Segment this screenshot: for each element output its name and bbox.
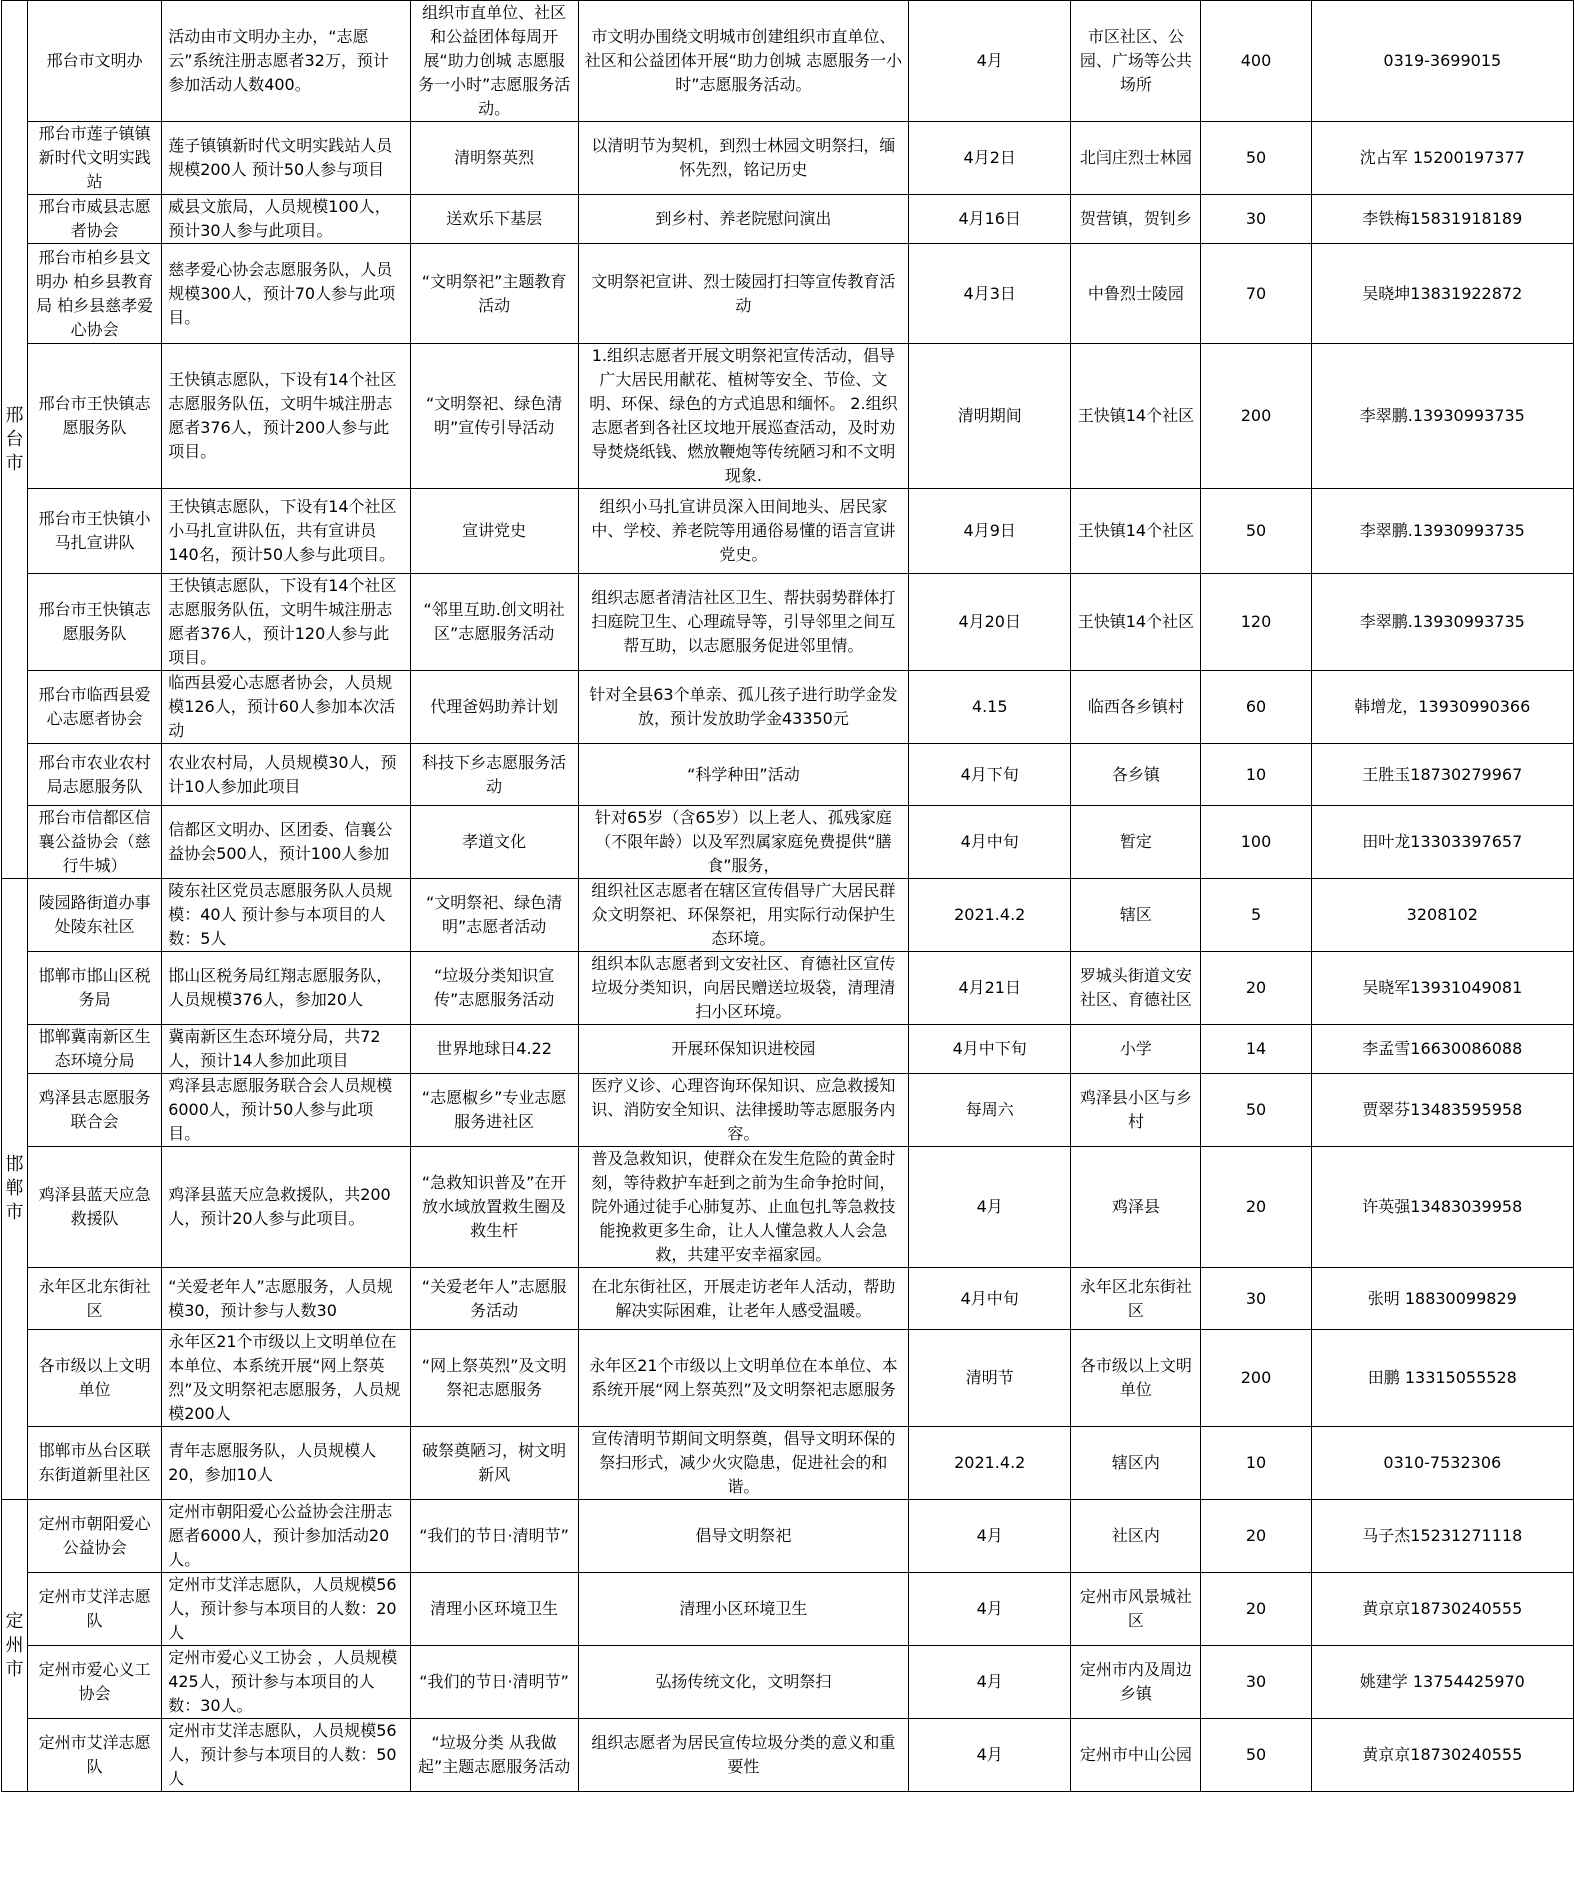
count-cell: 10 — [1201, 744, 1311, 806]
contact-cell: 李翠鹏.13930993735 — [1311, 574, 1573, 671]
team-cell: 定州市艾洋志愿队，人员规模56人，预计参与本项目的人数：20人 — [162, 1573, 410, 1646]
count-cell: 120 — [1201, 574, 1311, 671]
contact-cell: 沈占军 15200197377 — [1311, 122, 1573, 195]
contact-cell: 黄京京18730240555 — [1311, 1573, 1573, 1646]
count-cell: 20 — [1201, 1500, 1311, 1573]
org-cell: 邯郸市邯山区税务局 — [28, 952, 162, 1025]
time-cell: 4月 — [909, 1500, 1071, 1573]
org-cell: 邯郸市丛台区联东街道新里社区 — [28, 1427, 162, 1500]
place-cell: 临西各乡镇村 — [1071, 671, 1201, 744]
count-cell: 5 — [1201, 879, 1311, 952]
org-cell: 邢台市王快镇志愿服务队 — [28, 574, 162, 671]
team-cell: 永年区21个市级以上文明单位在本单位、本系统开展“网上祭英烈”及文明祭祀志愿服务，人员规模200人 — [162, 1330, 410, 1427]
place-cell: 王快镇14个社区 — [1071, 574, 1201, 671]
org-cell: 邢台市莲子镇镇新时代文明实践站 — [28, 122, 162, 195]
count-cell: 20 — [1201, 1573, 1311, 1646]
place-cell: 王快镇14个社区 — [1071, 344, 1201, 489]
count-cell: 30 — [1201, 195, 1311, 244]
contact-cell: 韩增龙，13930990366 — [1311, 671, 1573, 744]
region-name: 邯郸市 — [5, 1154, 24, 1223]
table-row — [2, 879, 1574, 952]
content-cell: 组织小马扎宣讲员深入田间地头、居民家中、学校、养老院等用通俗易懂的语言宣讲党史。 — [578, 489, 908, 574]
org-cell: 邢台市王快镇小马扎宣讲队 — [28, 489, 162, 574]
place-cell: 市区社区、公园、广场等公共场所 — [1071, 1, 1201, 122]
team-cell: 临西县爱心志愿者协会，人员规模126人，预计60人参加本次活动 — [162, 671, 410, 744]
team-cell: 定州市艾洋志愿队，人员规模56人，预计参与本项目的人数：50人 — [162, 1719, 410, 1792]
project-cell: “网上祭英烈”及文明祭祀志愿服务 — [410, 1330, 578, 1427]
project-cell: “文明祭祀”主题教育活动 — [410, 244, 578, 344]
region-cell — [2, 1, 28, 879]
content-cell: 针对65岁（含65岁）以上老人、孤残家庭（不限年龄）以及军烈属家庭免费提供“膳食”服务， — [578, 806, 908, 879]
org-cell: 定州市艾洋志愿队 — [28, 1719, 162, 1792]
org-cell: 定州市朝阳爱心公益协会 — [28, 1500, 162, 1573]
table-row — [2, 1646, 1574, 1719]
team-cell: 邯山区税务局红翔志愿服务队，人员规模376人，参加20人 — [162, 952, 410, 1025]
content-cell: 1.组织志愿者开展文明祭祀宣传活动，倡导广大居民用献花、植树等安全、节俭、文明、环保、绿色的方式追思和缅怀。 2.组织志愿者到各社区坟地开展巡查活动，及时劝导焚烧纸钱、燃放鞭炮等传统陋习和不文明现象. — [578, 344, 908, 489]
volunteer-activity-table — [1, 0, 1574, 1792]
team-cell: 王快镇志愿队，下设有14个社区志愿服务队伍，文明牛城注册志愿者376人，预计120人参与此项目。 — [162, 574, 410, 671]
place-cell: 定州市风景城社区 — [1071, 1573, 1201, 1646]
contact-cell: 王胜玉18730279967 — [1311, 744, 1573, 806]
project-cell: 送欢乐下基层 — [410, 195, 578, 244]
time-cell: 清明期间 — [909, 344, 1071, 489]
content-cell: 到乡村、养老院慰问演出 — [578, 195, 908, 244]
team-cell: “关爱老年人”志愿服务，人员规模30，预计参与人数30 — [162, 1268, 410, 1330]
count-cell: 400 — [1201, 1, 1311, 122]
org-cell: 邢台市农业农村局志愿服务队 — [28, 744, 162, 806]
time-cell: 4月中旬 — [909, 806, 1071, 879]
contact-cell: 姚建学 13754425970 — [1311, 1646, 1573, 1719]
org-cell: 邢台市文明办 — [28, 1, 162, 122]
place-cell: 中鲁烈士陵园 — [1071, 244, 1201, 344]
contact-cell: 张明 18830099829 — [1311, 1268, 1573, 1330]
time-cell: 4月20日 — [909, 574, 1071, 671]
time-cell: 4月 — [909, 1719, 1071, 1792]
contact-cell: 李孟雪16630086088 — [1311, 1025, 1573, 1074]
place-cell: 罗城头街道文安社区、育德社区 — [1071, 952, 1201, 1025]
org-cell: 邢台市柏乡县文明办 柏乡县教育局 柏乡县慈孝爱心协会 — [28, 244, 162, 344]
place-cell: 各乡镇 — [1071, 744, 1201, 806]
project-cell: “垃圾分类知识宣传”志愿服务活动 — [410, 952, 578, 1025]
contact-cell: 贾翠芬13483595958 — [1311, 1074, 1573, 1147]
count-cell: 50 — [1201, 1719, 1311, 1792]
org-cell: 陵园路街道办事处陵东社区 — [28, 879, 162, 952]
contact-cell: 李翠鹏.13930993735 — [1311, 344, 1573, 489]
time-cell: 4.15 — [909, 671, 1071, 744]
table-row — [2, 489, 1574, 574]
count-cell: 200 — [1201, 344, 1311, 489]
count-cell: 100 — [1201, 806, 1311, 879]
team-cell: 定州市朝阳爱心公益协会注册志愿者6000人，预计参加活动20人。 — [162, 1500, 410, 1573]
org-cell: 鸡泽县蓝天应急救援队 — [28, 1147, 162, 1268]
content-cell: 组织本队志愿者到文安社区、育德社区宣传垃圾分类知识，向居民赠送垃圾袋，清理清扫小区环境。 — [578, 952, 908, 1025]
project-cell: “志愿椒乡”专业志愿服务进社区 — [410, 1074, 578, 1147]
org-cell: 鸡泽县志愿服务联合会 — [28, 1074, 162, 1147]
table-row — [2, 1, 1574, 122]
time-cell: 4月21日 — [909, 952, 1071, 1025]
time-cell: 4月 — [909, 1646, 1071, 1719]
contact-cell: 李翠鹏.13930993735 — [1311, 489, 1573, 574]
contact-cell: 0319-3699015 — [1311, 1, 1573, 122]
place-cell: 贺营镇，贺钊乡 — [1071, 195, 1201, 244]
count-cell: 70 — [1201, 244, 1311, 344]
table-row — [2, 1147, 1574, 1268]
project-cell: 世界地球日4.22 — [410, 1025, 578, 1074]
content-cell: 倡导文明祭祀 — [578, 1500, 908, 1573]
count-cell: 30 — [1201, 1646, 1311, 1719]
contact-cell: 许英强13483039958 — [1311, 1147, 1573, 1268]
contact-cell: 黄京京18730240555 — [1311, 1719, 1573, 1792]
count-cell: 30 — [1201, 1268, 1311, 1330]
time-cell: 2021.4.2 — [909, 879, 1071, 952]
project-cell: 代理爸妈助养计划 — [410, 671, 578, 744]
content-cell: 针对全县63个单亲、孤儿孩子进行助学金发放，预计发放助学金43350元 — [578, 671, 908, 744]
time-cell: 清明节 — [909, 1330, 1071, 1427]
count-cell: 50 — [1201, 489, 1311, 574]
table-row — [2, 952, 1574, 1025]
project-cell: “文明祭祀、绿色清明”宣传引导活动 — [410, 344, 578, 489]
contact-cell: 马子杰15231271118 — [1311, 1500, 1573, 1573]
content-cell: 市文明办围绕文明城市创建组织市直单位、社区和公益团体开展“助力创城 志愿服务一小时”志愿服务活动。 — [578, 1, 908, 122]
time-cell: 4月 — [909, 1, 1071, 122]
table-row — [2, 1500, 1574, 1573]
content-cell: “科学种田”活动 — [578, 744, 908, 806]
time-cell: 4月16日 — [909, 195, 1071, 244]
org-cell: 各市级以上文明单位 — [28, 1330, 162, 1427]
content-cell: 组织志愿者为居民宣传垃圾分类的意义和重要性 — [578, 1719, 908, 1792]
team-cell: 冀南新区生态环境分局，共72人，预计14人参加此项目 — [162, 1025, 410, 1074]
content-cell: 普及急救知识，使群众在发生危险的黄金时刻，等待救护车赶到之前为生命争抢时间，院外通过徒手心肺复苏、止血包扎等急救技能挽救更多生命，让人人懂急救人人会急救，共建平安幸福家园。 — [578, 1147, 908, 1268]
team-cell: 王快镇志愿队，下设有14个社区志愿服务队伍，文明牛城注册志愿者376人，预计200人参与此项目。 — [162, 344, 410, 489]
contact-cell: 吴晓军13931049081 — [1311, 952, 1573, 1025]
place-cell: 永年区北东街社区 — [1071, 1268, 1201, 1330]
table-body — [2, 1, 1574, 1792]
contact-cell: 田叶龙13303397657 — [1311, 806, 1573, 879]
table-row — [2, 1330, 1574, 1427]
content-cell: 在北东街社区，开展走访老年人活动，帮助解决实际困难，让老年人感受温暖。 — [578, 1268, 908, 1330]
project-cell: 科技下乡志愿服务活动 — [410, 744, 578, 806]
place-cell: 王快镇14个社区 — [1071, 489, 1201, 574]
project-cell: “邻里互助.创文明社区”志愿服务活动 — [410, 574, 578, 671]
time-cell: 4月 — [909, 1573, 1071, 1646]
org-cell: 邯郸冀南新区生态环境分局 — [28, 1025, 162, 1074]
org-cell: 邢台市信都区信襄公益协会（慈行牛城） — [28, 806, 162, 879]
count-cell: 60 — [1201, 671, 1311, 744]
project-cell: 清明祭英烈 — [410, 122, 578, 195]
count-cell: 20 — [1201, 1147, 1311, 1268]
time-cell: 4月9日 — [909, 489, 1071, 574]
contact-cell: 3208102 — [1311, 879, 1573, 952]
project-cell: “我们的节日·清明节” — [410, 1500, 578, 1573]
count-cell: 200 — [1201, 1330, 1311, 1427]
count-cell: 10 — [1201, 1427, 1311, 1500]
time-cell: 4月下旬 — [909, 744, 1071, 806]
contact-cell: 0310-7532306 — [1311, 1427, 1573, 1500]
team-cell: 莲子镇镇新时代文明实践站人员规模200人 预计50人参与项目 — [162, 122, 410, 195]
time-cell: 4月3日 — [909, 244, 1071, 344]
team-cell: 鸡泽县志愿服务联合会人员规模6000人，预计50人参与此项目。 — [162, 1074, 410, 1147]
team-cell: 鸡泽县蓝天应急救援队，共200人，预计20人参与此项目。 — [162, 1147, 410, 1268]
time-cell: 2021.4.2 — [909, 1427, 1071, 1500]
table-row — [2, 344, 1574, 489]
project-cell: 孝道文化 — [410, 806, 578, 879]
contact-cell: 吴晓坤13831922872 — [1311, 244, 1573, 344]
org-cell: 邢台市王快镇志愿服务队 — [28, 344, 162, 489]
place-cell: 各市级以上文明单位 — [1071, 1330, 1201, 1427]
project-cell: “文明祭祀、绿色清明”志愿者活动 — [410, 879, 578, 952]
content-cell: 永年区21个市级以上文明单位在本单位、本系统开展“网上祭英烈”及文明祭祀志愿服务 — [578, 1330, 908, 1427]
content-cell: 组织社区志愿者在辖区宣传倡导广大居民群众文明祭祀、环保祭祀，用实际行动保护生态环境。 — [578, 879, 908, 952]
project-cell: “关爱老年人”志愿服务活动 — [410, 1268, 578, 1330]
team-cell: 慈孝爱心协会志愿服务队，人员规模300人，预计70人参与此项目。 — [162, 244, 410, 344]
table-row — [2, 122, 1574, 195]
team-cell: 青年志愿服务队，人员规模人20，参加10人 — [162, 1427, 410, 1500]
table-row — [2, 574, 1574, 671]
time-cell: 4月 — [909, 1147, 1071, 1268]
project-cell: “垃圾分类 从我做起”主题志愿服务活动 — [410, 1719, 578, 1792]
table-row — [2, 1573, 1574, 1646]
org-cell: 定州市爱心义工协会 — [28, 1646, 162, 1719]
org-cell: 邢台市威县志愿者协会 — [28, 195, 162, 244]
team-cell: 活动由市文明办主办，“志愿云”系统注册志愿者32万，预计参加活动人数400。 — [162, 1, 410, 122]
time-cell: 4月2日 — [909, 122, 1071, 195]
table-row — [2, 671, 1574, 744]
place-cell: 暂定 — [1071, 806, 1201, 879]
content-cell: 弘扬传统文化，文明祭扫 — [578, 1646, 908, 1719]
project-cell: 破祭奠陋习，树文明新风 — [410, 1427, 578, 1500]
contact-cell: 田鹏 13315055528 — [1311, 1330, 1573, 1427]
content-cell: 开展环保知识进校园 — [578, 1025, 908, 1074]
content-cell: 组织志愿者清洁社区卫生、帮扶弱势群体打扫庭院卫生、心理疏导等，引导邻里之间互帮互助，以志愿服务促进邻里情。 — [578, 574, 908, 671]
count-cell: 50 — [1201, 1074, 1311, 1147]
table-row — [2, 1074, 1574, 1147]
table-row — [2, 195, 1574, 244]
count-cell: 14 — [1201, 1025, 1311, 1074]
place-cell: 鸡泽县 — [1071, 1147, 1201, 1268]
place-cell: 北闫庄烈士林园 — [1071, 122, 1201, 195]
place-cell: 辖区 — [1071, 879, 1201, 952]
team-cell: 定州市爱心义工协会 ，人员规模425人，预计参与本项目的人数：30人。 — [162, 1646, 410, 1719]
team-cell: 陵东社区党员志愿服务队人员规模：40人 预计参与本项目的人数：5人 — [162, 879, 410, 952]
org-cell: 邢台市临西县爱心志愿者协会 — [28, 671, 162, 744]
time-cell: 4月中旬 — [909, 1268, 1071, 1330]
team-cell: 威县文旅局，人员规模100人，预计30人参与此项目。 — [162, 195, 410, 244]
content-cell: 医疗义诊、心理咨询环保知识、应急救援知识、消防安全知识、法律援助等志愿服务内容。 — [578, 1074, 908, 1147]
project-cell: 宣讲党史 — [410, 489, 578, 574]
content-cell: 宣传清明节期间文明祭奠，倡导文明环保的祭扫形式，减少火灾隐患，促进社会的和谐。 — [578, 1427, 908, 1500]
region-name: 定州市 — [5, 1610, 24, 1680]
place-cell: 小学 — [1071, 1025, 1201, 1074]
place-cell: 鸡泽县小区与乡村 — [1071, 1074, 1201, 1147]
content-cell: 文明祭祀宣讲、烈士陵园打扫等宣传教育活动 — [578, 244, 908, 344]
table-row — [2, 806, 1574, 879]
team-cell: 王快镇志愿队，下设有14个社区小马扎宣讲队伍，共有宣讲员140名，预计50人参与此项目。 — [162, 489, 410, 574]
place-cell: 定州市中山公园 — [1071, 1719, 1201, 1792]
region-name: 邢台市 — [5, 404, 24, 474]
contact-cell: 李铁梅15831918189 — [1311, 195, 1573, 244]
table-row — [2, 744, 1574, 806]
content-cell: 清理小区环境卫生 — [578, 1573, 908, 1646]
table-row — [2, 1719, 1574, 1792]
content-cell: 以清明节为契机，到烈士林园文明祭扫，缅怀先烈，铭记历史 — [578, 122, 908, 195]
project-cell: 清理小区环境卫生 — [410, 1573, 578, 1646]
place-cell: 定州市内及周边乡镇 — [1071, 1646, 1201, 1719]
table-row — [2, 1427, 1574, 1500]
table-row — [2, 244, 1574, 344]
time-cell: 每周六 — [909, 1074, 1071, 1147]
org-cell: 永年区北东街社区 — [28, 1268, 162, 1330]
table-row — [2, 1025, 1574, 1074]
region-cell — [2, 879, 28, 1500]
count-cell: 50 — [1201, 122, 1311, 195]
region-cell — [2, 1500, 28, 1792]
team-cell: 农业农村局，人员规模30人，预计10人参加此项目 — [162, 744, 410, 806]
org-cell: 定州市艾洋志愿队 — [28, 1573, 162, 1646]
project-cell: 组织市直单位、社区和公益团体每周开展“助力创城 志愿服务一小时”志愿服务活动。 — [410, 1, 578, 122]
place-cell: 社区内 — [1071, 1500, 1201, 1573]
project-cell: “我们的节日·清明节” — [410, 1646, 578, 1719]
table-row — [2, 1268, 1574, 1330]
team-cell: 信都区文明办、区团委、信襄公益协会500人，预计100人参加 — [162, 806, 410, 879]
time-cell: 4月中下旬 — [909, 1025, 1071, 1074]
project-cell: “急救知识普及”在开放水域放置救生圈及救生杆 — [410, 1147, 578, 1268]
count-cell: 20 — [1201, 952, 1311, 1025]
place-cell: 辖区内 — [1071, 1427, 1201, 1500]
